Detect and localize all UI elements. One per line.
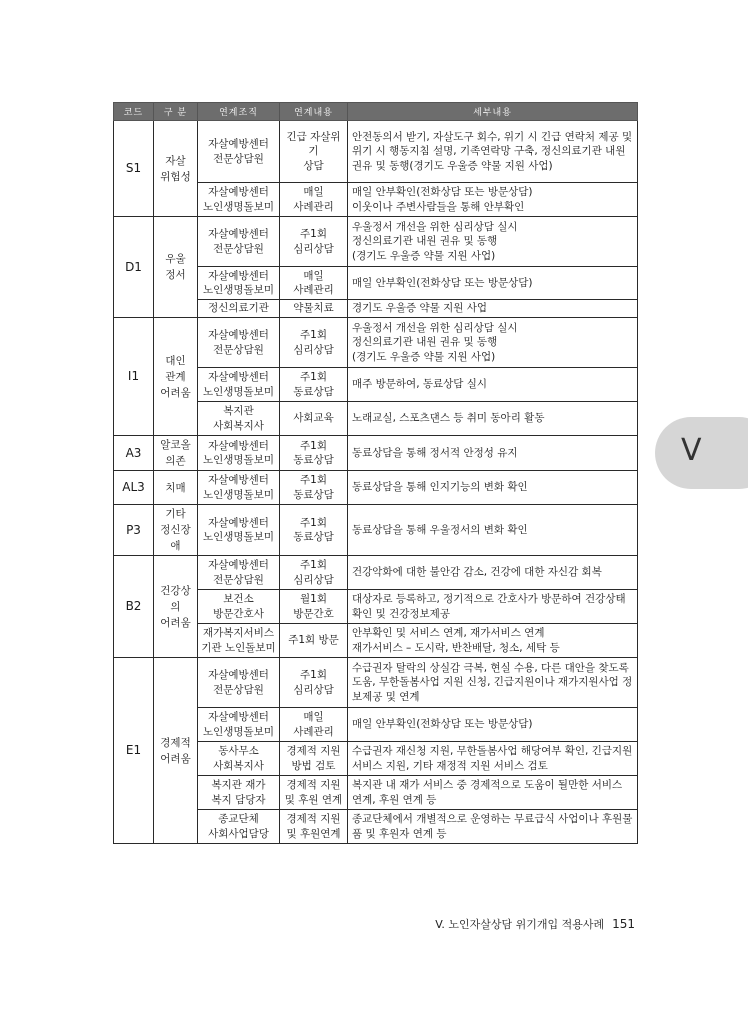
- org-cell: 자살예방센터 전문상담원: [198, 121, 280, 183]
- link-cell: 경제적 지원 및 후원 연계: [280, 776, 348, 810]
- detail-cell: 매일 안부확인(전화상담 또는 방문상담): [348, 267, 638, 300]
- detail-cell: 안부확인 및 서비스 연계, 재가서비스 연계 재가서비스 – 도시락, 반찬배달, 청소, 세탁 등: [348, 624, 638, 658]
- link-cell: 매일 사례관리: [280, 708, 348, 742]
- detail-cell: 동료상담을 통해 인지기능의 변화 확인: [348, 471, 638, 505]
- link-cell: 주1회 심리상담: [280, 658, 348, 708]
- table-row: [114, 658, 638, 708]
- link-cell: 주1회 동료상담: [280, 505, 348, 556]
- detail-cell: 복지관 내 재가 서비스 중 경제적으로 도움이 될만한 서비스 연계, 후원 연계 등: [348, 776, 638, 810]
- intervention-table: [113, 102, 638, 844]
- code-cell: E1: [114, 658, 154, 844]
- table-header-row: [114, 103, 638, 121]
- chapter-tab-label: V: [681, 433, 702, 468]
- link-cell: 경제적 지원 방법 검토: [280, 742, 348, 776]
- detail-cell: 수급권자 탈락의 상실감 극복, 현실 수용, 다른 대안을 찾도록 도움, 무한돌봄사업 지원 신청, 긴급지원이나 재가지원사업 정보제공 및 연계: [348, 658, 638, 708]
- org-cell: 복지관 재가 복지 담당자: [198, 776, 280, 810]
- detail-cell: 노래교실, 스포츠댄스 등 취미 동아리 활동: [348, 402, 638, 436]
- org-cell: 보건소 방문간호사: [198, 590, 280, 624]
- detail-cell: 우울정서 개선을 위한 심리상담 실시 정신의료기관 내원 권유 및 동행 (경기도 우울증 약물 지원 사업): [348, 217, 638, 267]
- category-cell: 건강상의 어려움: [154, 556, 198, 658]
- chapter-side-tab: [655, 417, 748, 489]
- link-cell: 주1회 심리상담: [280, 217, 348, 267]
- detail-cell: 종교단체에서 개별적으로 운영하는 무료급식 사업이나 후원물품 및 후원자 연계 등: [348, 810, 638, 844]
- link-cell: 주1회 방문: [280, 624, 348, 658]
- header-category: 구 분: [154, 103, 198, 121]
- org-cell: 동사무소 사회복지사: [198, 742, 280, 776]
- intervention-table-container: [113, 102, 637, 844]
- org-cell: 자살예방센터 노인생명돌보미: [198, 183, 280, 217]
- link-cell: 주1회 동료상담: [280, 471, 348, 505]
- table-row: [114, 471, 638, 505]
- category-cell: 기타 정신장애: [154, 505, 198, 556]
- org-cell: 자살예방센터 노인생명돌보미: [198, 471, 280, 505]
- code-cell: I1: [114, 318, 154, 436]
- link-cell: 매일 사례관리: [280, 267, 348, 300]
- org-cell: 자살예방센터 노인생명돌보미: [198, 505, 280, 556]
- code-cell: D1: [114, 217, 154, 318]
- detail-cell: 건강악화에 대한 불안감 감소, 건강에 대한 자신감 회복: [348, 556, 638, 590]
- org-cell: 자살예방센터 노인생명돌보미: [198, 708, 280, 742]
- detail-cell: 대상자로 등록하고, 정기적으로 간호사가 방문하여 건강상태 확인 및 건강정보제공: [348, 590, 638, 624]
- category-cell: 우울 정서: [154, 217, 198, 318]
- org-cell: 자살예방센터 전문상담원: [198, 217, 280, 267]
- detail-cell: 매일 안부확인(전화상담 또는 방문상담): [348, 708, 638, 742]
- detail-cell: 수급권자 재신청 지원, 무한돌봄사업 해당여부 확인, 긴급지원서비스 지원, 기타 재정적 지원 서비스 검토: [348, 742, 638, 776]
- detail-cell: 매일 안부확인(전화상담 또는 방문상담) 이웃이나 주변사람들을 통해 안부확인: [348, 183, 638, 217]
- running-footer-title: V. 노인자살상담 위기개입 적용사례: [435, 918, 605, 931]
- org-cell: 정신의료기관: [198, 300, 280, 318]
- org-cell: 종교단체 사회사업담당: [198, 810, 280, 844]
- link-cell: 주1회 심리상담: [280, 556, 348, 590]
- link-cell: 긴급 자살위기 상담: [280, 121, 348, 183]
- code-cell: A3: [114, 436, 154, 471]
- link-cell: 월1회 방문간호: [280, 590, 348, 624]
- code-cell: AL3: [114, 471, 154, 505]
- table-row: [114, 436, 638, 471]
- table-row: [114, 318, 638, 368]
- link-cell: 주1회 동료상담: [280, 436, 348, 471]
- detail-cell: 매주 방문하여, 동료상담 실시: [348, 368, 638, 402]
- category-cell: 자살 위험성: [154, 121, 198, 217]
- code-cell: P3: [114, 505, 154, 556]
- link-cell: 주1회 심리상담: [280, 318, 348, 368]
- link-cell: 매일 사례관리: [280, 183, 348, 217]
- category-cell: 알코올 의존: [154, 436, 198, 471]
- header-code: 코드: [114, 103, 154, 121]
- page-footer: [435, 916, 635, 932]
- code-cell: B2: [114, 556, 154, 658]
- category-cell: 대인 관계 어려움: [154, 318, 198, 436]
- org-cell: 재가복지서비스 기관 노인돌보미: [198, 624, 280, 658]
- org-cell: 자살예방센터 노인생명돌보미: [198, 267, 280, 300]
- category-cell: 경제적 어려움: [154, 658, 198, 844]
- detail-cell: 동료상담을 통해 우울정서의 변화 확인: [348, 505, 638, 556]
- org-cell: 자살예방센터 노인생명돌보미: [198, 436, 280, 471]
- detail-cell: 동료상담을 통해 정서적 안정성 유지: [348, 436, 638, 471]
- detail-cell: 안전동의서 받기, 자살도구 회수, 위기 시 긴급 연락처 제공 및 위기 시 행동지침 설명, 기족연락망 구축, 정신의료기관 내원 권유 및 동행(경기도 우울증 약물 지원 사업): [348, 121, 638, 183]
- org-cell: 자살예방센터 전문상담원: [198, 556, 280, 590]
- category-cell: 치매: [154, 471, 198, 505]
- table-row: [114, 505, 638, 556]
- page-number: 151: [612, 917, 635, 931]
- org-cell: 복지관 사회복지사: [198, 402, 280, 436]
- link-cell: 사회교육: [280, 402, 348, 436]
- org-cell: 자살예방센터 노인생명돌보미: [198, 368, 280, 402]
- header-detail: 세부내용: [348, 103, 638, 121]
- link-cell: 약물치료: [280, 300, 348, 318]
- header-organization: 연계조직: [198, 103, 280, 121]
- header-link-content: 연계내용: [280, 103, 348, 121]
- org-cell: 자살예방센터 전문상담원: [198, 658, 280, 708]
- table-row: [114, 121, 638, 183]
- detail-cell: 경기도 우울증 약물 지원 사업: [348, 300, 638, 318]
- link-cell: 주1회 동료상담: [280, 368, 348, 402]
- code-cell: S1: [114, 121, 154, 217]
- detail-cell: 우울정서 개선을 위한 심리상담 실시 정신의료기관 내원 권유 및 동행 (경기도 우울증 약물 지원 사업): [348, 318, 638, 368]
- table-row: [114, 217, 638, 267]
- link-cell: 경제적 지원 및 후원연계: [280, 810, 348, 844]
- table-row: [114, 556, 638, 590]
- org-cell: 자살예방센터 전문상담원: [198, 318, 280, 368]
